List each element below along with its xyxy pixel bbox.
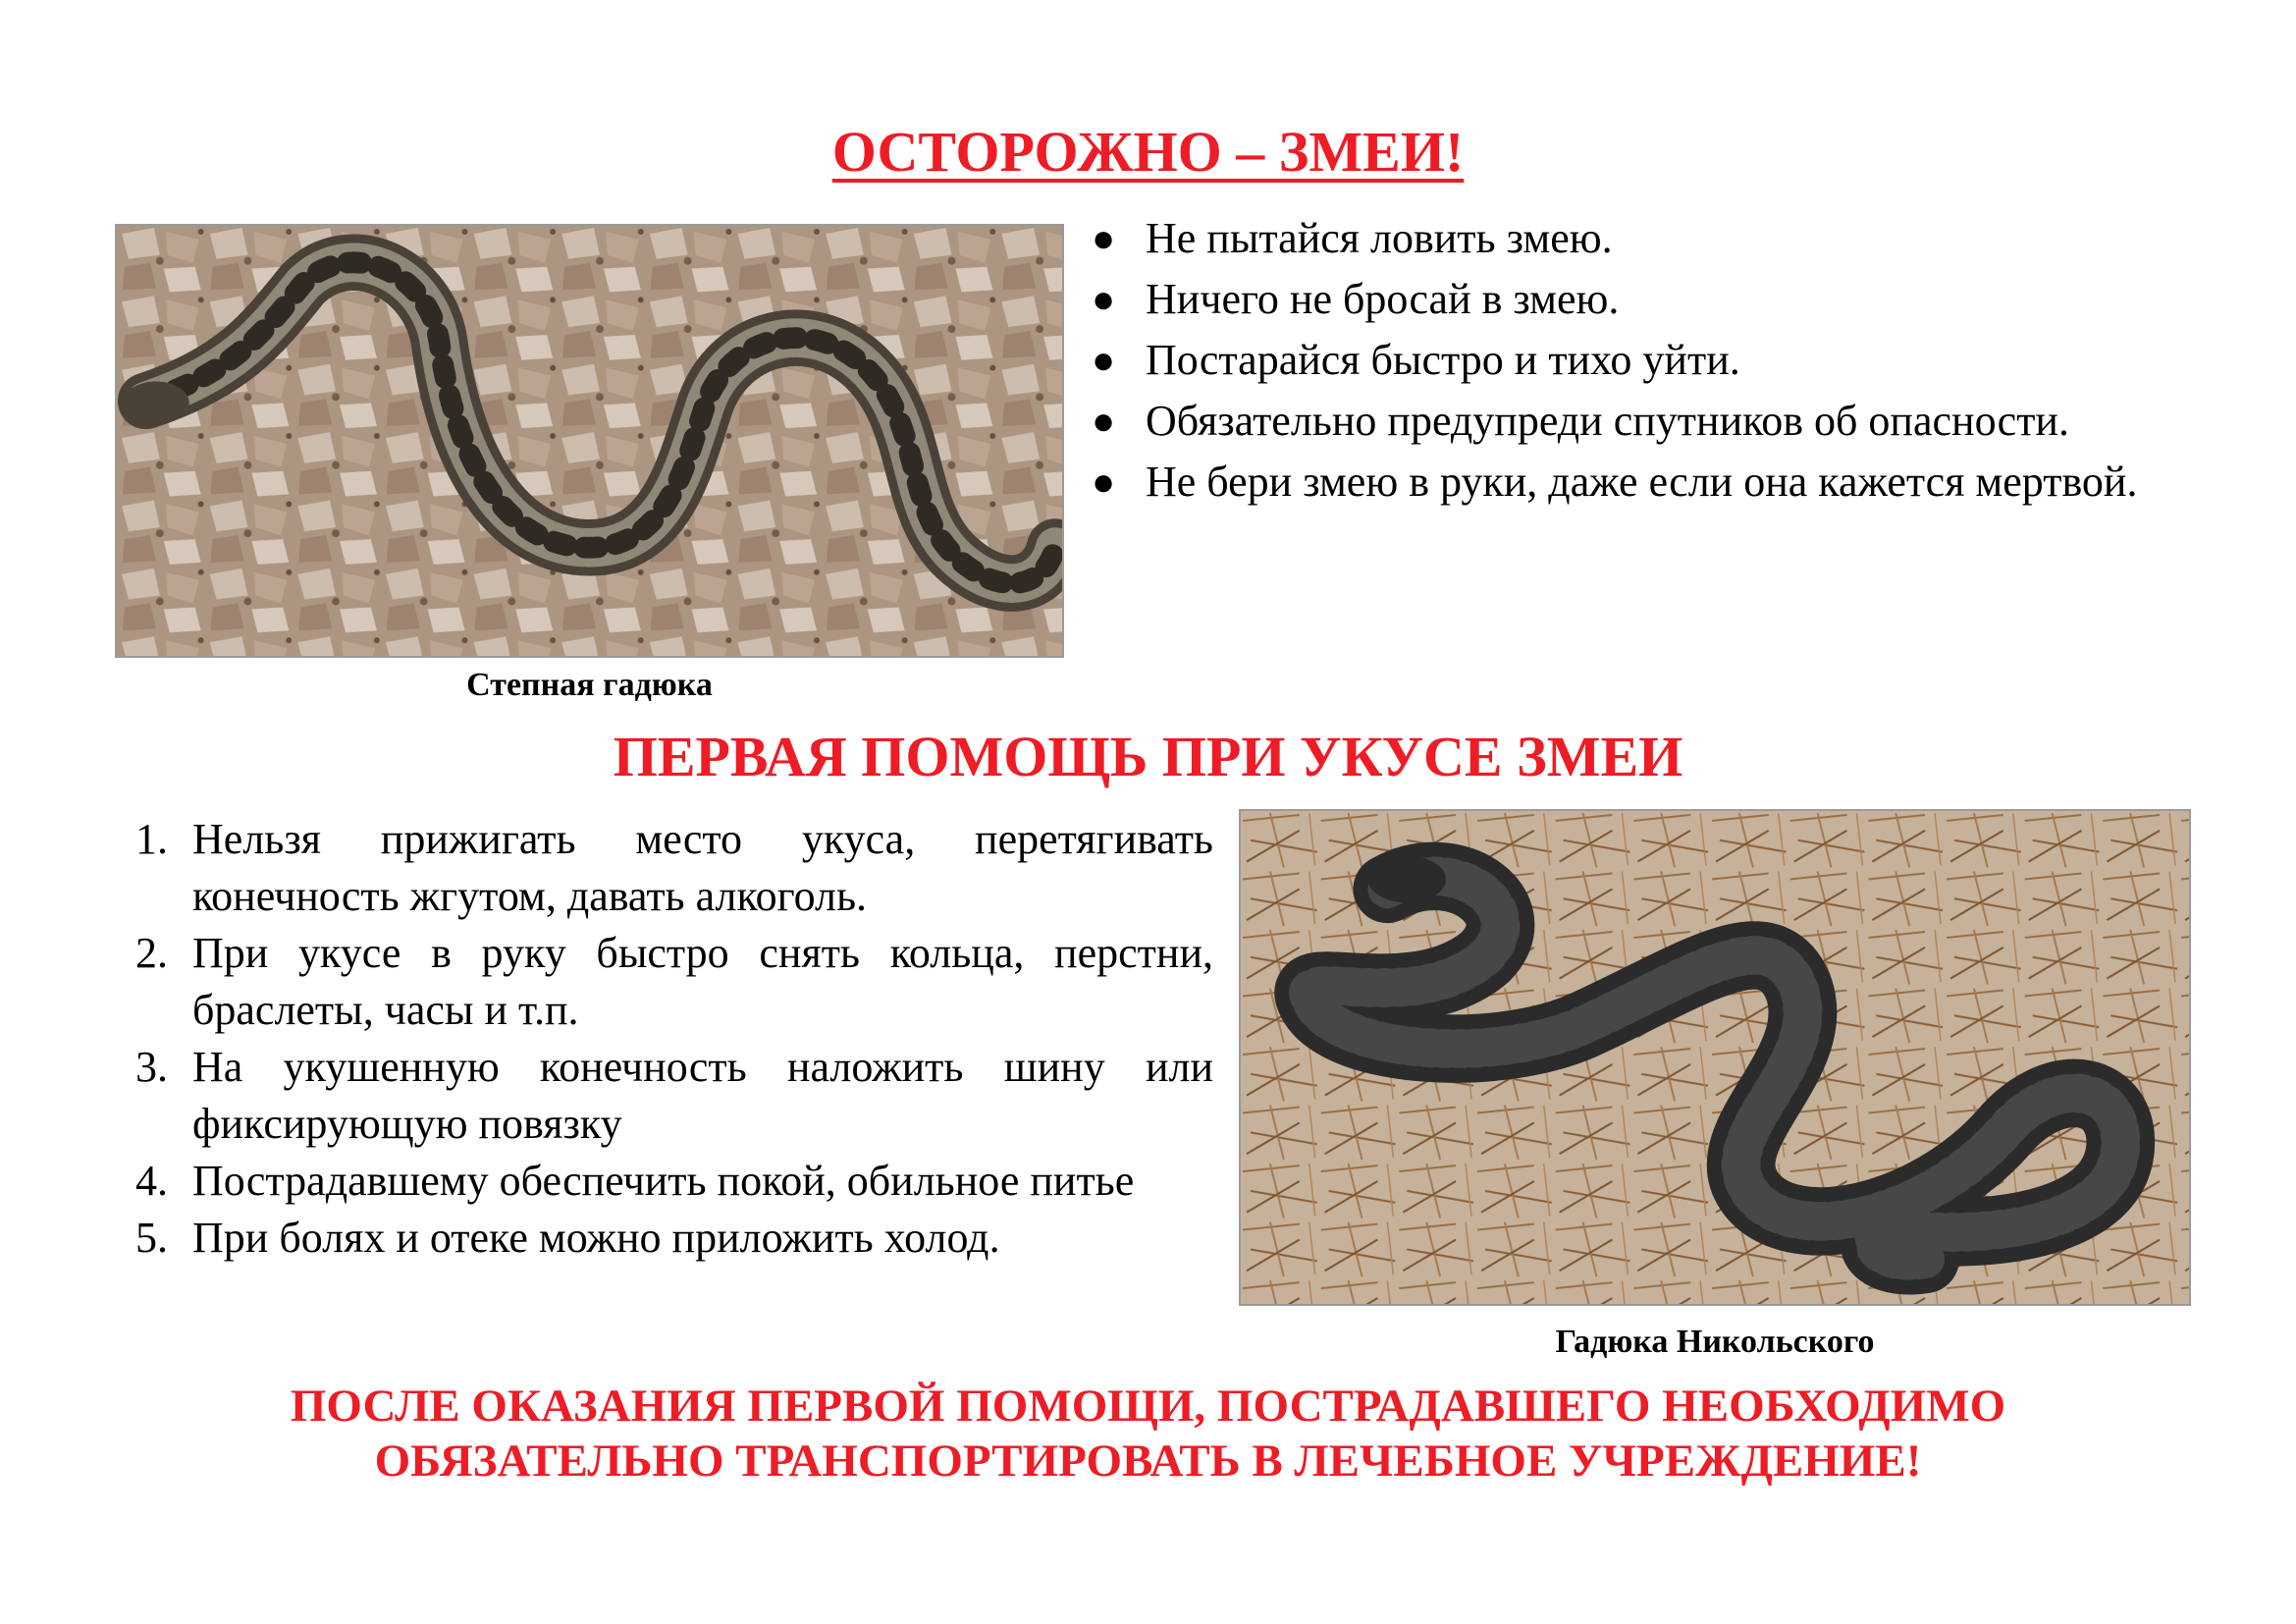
list-item: 1. Нельзя прижигать место укуса, перетягивать конечность жгутом, давать алкоголь. (135, 815, 1213, 920)
list-item: 5. При болях и отеке можно приложить холод. (135, 1214, 1000, 1262)
bullet-icon: ● (1092, 460, 1116, 504)
first-aid-heading: ПЕРВАЯ ПОМОЩЬ ПРИ УКУСЕ ЗМЕИ (613, 725, 1683, 788)
nikolsky-viper-photo (1239, 809, 2191, 1306)
nikolsky-viper-image (1241, 811, 2189, 1304)
list-item: ● Не пытайся ловить змею. (1080, 210, 2185, 267)
page-title (0, 118, 2296, 187)
page-title-text: ОСТОРОЖНО – ЗМЕИ! (831, 120, 1465, 184)
footer-warning (0, 1379, 2296, 1489)
bullet-icon: ● (1092, 277, 1116, 321)
safety-rules-list (1080, 210, 2185, 514)
list-item: ● Не бери змею в руки, даже если она кажется мертвой. (1080, 454, 2185, 511)
bullet-icon: ● (1092, 338, 1116, 382)
steppe-viper-caption: Степная гадюка (466, 667, 713, 703)
bullet-icon: ● (1092, 216, 1116, 260)
list-item: ● Ничего не бросай в змею. (1080, 271, 2185, 328)
first-aid-list (128, 811, 1213, 1267)
list-item: ● Постарайся быстро и тихо уйти. (1080, 332, 2185, 389)
list-item: 4. Пострадавшему обеспечить покой, обильное питье (135, 1157, 1135, 1205)
bullet-icon: ● (1092, 399, 1116, 443)
footer-line-2: ОБЯЗАТЕЛЬНО ТРАНСПОРТИРОВАТЬ В ЛЕЧЕБНОЕ УЧРЕЖДЕНИЕ! (374, 1435, 1922, 1487)
list-item: 3. На укушенную конечность наложить шину или фиксирующую повязку (135, 1043, 1213, 1148)
list-item: ● Обязательно предупреди спутников об опасности. (1080, 393, 2185, 450)
nikolsky-viper-caption: Гадюка Никольского (1555, 1324, 1875, 1360)
steppe-viper-image (117, 226, 1062, 656)
list-item: 2. При укусе в руку быстро снять кольца, перстни, браслеты, часы и т.п. (135, 929, 1213, 1034)
steppe-viper-photo (115, 224, 1064, 658)
footer-line-1: ПОСЛЕ ОКАЗАНИЯ ПЕРВОЙ ПОМОЩИ, ПОСТРАДАВШЕГО НЕОБХОДИМО (290, 1380, 2006, 1432)
